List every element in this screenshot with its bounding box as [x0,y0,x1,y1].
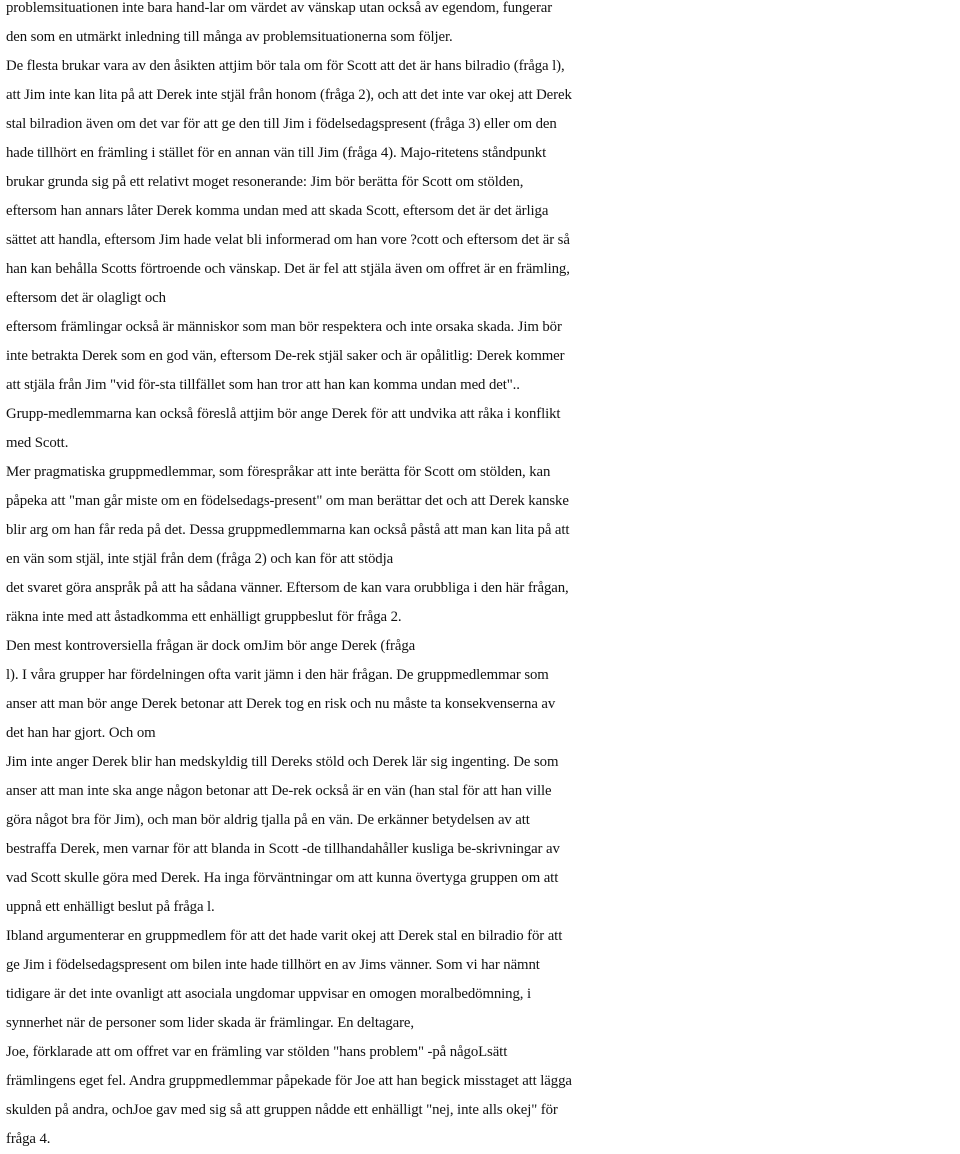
text-line: en vän som stjäl, inte stjäl från dem (fråga 2) och kan för att stödja [6,551,394,567]
text-line: inte betrakta Derek som en god vän, eftersom De-rek stjäl saker och är opålitlig: Derek kommer [6,348,565,364]
text-line: De flesta brukar vara av den åsikten attjim bör tala om för Scott att det är hans bilradio (fråga l), [6,58,565,74]
text-line: l). I våra grupper har fördelningen ofta varit jämn i den här frågan. De gruppmedlemmar som [6,667,549,683]
text-line: eftersom främlingar också är människor som man bör respektera och inte orsaka skada. Jim bör [6,319,562,335]
text-line: räkna inte med att åstadkomma ett enhälligt gruppbeslut för fråga 2. [6,609,402,625]
text-line: bestraffa Derek, men varnar för att blanda in Scott -de tillhandahåller kusliga be-skrivningar av [6,841,560,857]
text-line: påpeka att "man går miste om en födelsedags-present" om man berättar det och att Derek kanske [6,493,569,509]
text-line: ge Jim i födelsedagspresent om bilen inte hade tillhört en av Jims vänner. Som vi har nämnt [6,957,540,973]
text-line: Mer pragmatiska gruppmedlemmar, som förespråkar att inte berätta för Scott om stölden, kan [6,464,551,480]
text-line: han kan behålla Scotts förtroende och vänskap. Det är fel att stjäla även om offret är en främling, [6,261,570,277]
text-line: brukar grunda sig på ett relativt moget resonerande: Jim bör berätta för Scott om stölden, [6,174,524,190]
text-line: det han har gjort. Och om [6,725,156,741]
text-line: eftersom han annars låter Derek komma undan med att skada Scott, eftersom det är det ärliga [6,203,549,219]
text-line: synnerhet när de personer som lider skada är främlingar. En deltagare, [6,1015,414,1031]
text-line: Joe, förklarade att om offret var en främling var stölden "hans problem" -på någoLsätt [6,1044,508,1060]
text-line: skulden på andra, ochJoe gav med sig så att gruppen nådde ett enhälligt "nej, inte alls okej" för [6,1102,558,1118]
text-line: att Jim inte kan lita på att Derek inte stjäl från honom (fråga 2), och att det inte var okej att Derek [6,87,572,103]
text-line: med Scott. [6,435,69,451]
text-line: att stjäla från Jim "vid för-sta tillfället som han tror att han kan komma undan med det".. [6,377,520,393]
text-line: främlingens eget fel. Andra gruppmedlemmar påpekade för Joe att han begick misstaget att lägga [6,1073,572,1089]
text-line: blir arg om han får reda på det. Dessa gruppmedlemmarna kan också påstå att man kan lita på att [6,522,570,538]
text-line: vad Scott skulle göra med Derek. Ha inga förväntningar om att kunna övertyga gruppen om att [6,870,559,886]
text-line: anser att man inte ska ange någon betonar att De-rek också är en vän (han stal för att han ville [6,783,552,799]
text-line: Ibland argumenterar en gruppmedlem för att det hade varit okej att Derek stal en bilradio för att [6,928,563,944]
body-text [6,0,958,1154]
text-line: problemsituationen inte bara hand-lar om värdet av vänskap utan också av egendom, fungerar [6,0,553,16]
text-line: fråga 4. [6,1131,51,1147]
text-line: tidigare är det inte ovanligt att asociala ungdomar uppvisar en omogen moralbedömning, i [6,986,531,1002]
text-line: det svaret göra anspråk på att ha sådana vänner. Eftersom de kan vara orubbliga i den här frågan, [6,580,569,596]
text-line: sättet att handla, eftersom Jim hade velat bli informerad om han vore ?cott och eftersom det är så [6,232,570,248]
text-line: anser att man bör ange Derek betonar att Derek tog en risk och nu måste ta konsekvenserna av [6,696,556,712]
text-line: eftersom det är olagligt och [6,290,166,306]
text-line: Den mest kontroversiella frågan är dock omJim bör ange Derek (fråga [6,638,416,654]
text-line: hade tillhört en främling i stället för en annan vän till Jim (fråga 4). Majo-ritetens ståndpunkt [6,145,547,161]
text-line: Jim inte anger Derek blir han medskyldig till Dereks stöld och Derek lär sig ingenting. De som [6,754,559,770]
text-line: uppnå ett enhälligt beslut på fråga l. [6,899,215,915]
text-line: göra något bra för Jim), och man bör aldrig tjalla på en vän. De erkänner betydelsen av att [6,812,530,828]
text-line: Grupp-medlemmarna kan också föreslå attjim bör ange Derek för att undvika att råka i konflikt [6,406,561,422]
text-line: den som en utmärkt inledning till många av problemsituationerna som följer. [6,29,453,45]
text-line: stal bilradion även om det var för att ge den till Jim i födelsedagspresent (fråga 3) eller om den [6,116,557,132]
